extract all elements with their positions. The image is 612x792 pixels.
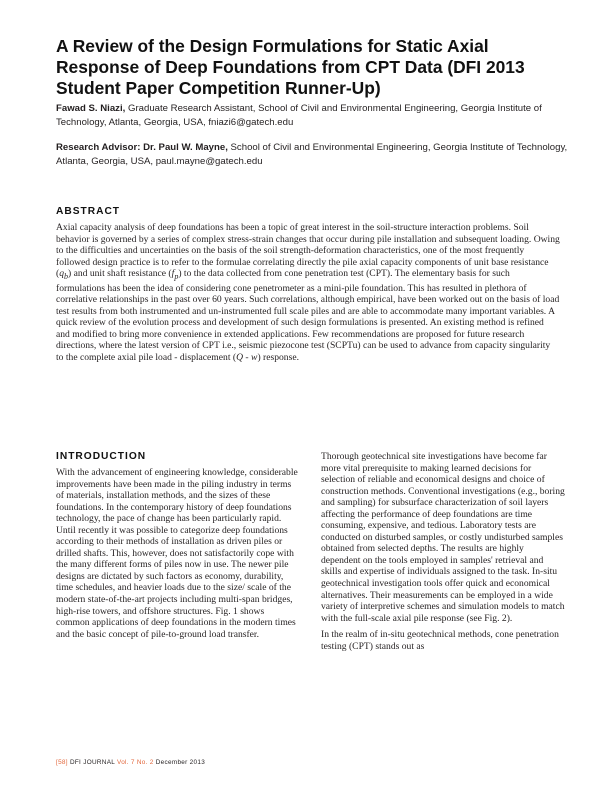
- journal-volume: Vol. 7 No. 2: [116, 759, 154, 766]
- paper-title: A Review of the Design Formulations for Static Axial Response of Deep Foundations from CPT Data (DFI 2013 Student Paper Competition Runner-Up): [56, 36, 525, 98]
- symbol-q: q: [59, 268, 64, 280]
- abstract-heading: ABSTRACT: [56, 206, 121, 217]
- intro-paragraph-2: Thorough geotechnical site investigations have become far more vital prerequisite to making learned decisions for selection of reliable and economical designs and choice of construction methods. Conventional investigations (e.g., boring and sampling) for subsurface characterization of soil layers affecting the performance of deep foundations are time consuming, expensive, and tedious. Laboratory tests are conducted on disturbed samples, or costly undisturbed samples obtained from selected depths. The results are highly dependent on the tools employed in samples' retrieval and skills and expertise of individuals assigned to the task. In-situ geotechnical investigation tools offer quick and economical alternatives. Their measurements can be employed in a wide variety of interpretive schemes and simulation models to match with the full-scale axial pile response (see Fig. 2).: [321, 451, 565, 624]
- abstract-part-4: ) response.: [257, 351, 299, 363]
- introduction-heading: INTRODUCTION: [56, 451, 147, 462]
- author-info: [56, 102, 576, 129]
- symbol-f: f: [171, 268, 175, 280]
- abstract-part-1: Axial capacity analysis of deep foundations has been a topic of great interest in the soil-structure interaction problems. Soil behavior is governed by a series of complex stress-strain changes that occur during pile installation and subsequent loading. Owing to the difficulties and uncertainties on the basis of the soil strength-deformation characteristics, one of the most frequently followed design practice is to refer to the formulae correlating directly the pile axial capacity components of unit base resistance (: [56, 222, 560, 280]
- author-affiliation: Graduate Research Assistant, School of Civil and Environmental Engineering, Georgia Institute of Technology, Atlanta, Georgia, USA, fniazi6@gatech.edu: [56, 103, 542, 128]
- advisor-info: [56, 141, 576, 168]
- journal-name: DFI JOURNAL: [69, 759, 115, 766]
- abstract-text: [56, 222, 560, 363]
- intro-paragraph-1: With the advancement of engineering knowledge, considerable improvements have been made in the piling industry in terms of materials, installation methods, and the sizes of these foundations. In the contemporary history of deep foundations technology, the pace of change has been particularly rapid. Until recently it was possible to categorize deep foundations according to their methods of installation as driven piles or drilled shafts. This, however, does not satisfactorily cope with the many different forms of piles now in use. The newer pile designs are dictated by such factors as economy, durability, time schedules, and heavier loads due to the size/ scale of the modern state-of-the-art projects including multi-span bridges, high-rise towers, and offshore structures. Fig. 1 shows common applications of deep foundations in the modern times and the basic concept of pile-to-ground load transfer.: [56, 467, 298, 640]
- page-footer: [56, 759, 205, 766]
- symbol-w: w: [251, 351, 258, 363]
- right-column: [321, 451, 565, 657]
- abstract-part-3: ) to the data collected from cone penetration test (CPT). The elementary basis for such formulations has been the idea of considering cone penetrometer as a mini-pile foundation. This has resulted in plethora of correlative relationships in the past over 60 years. Such correlations, although empirical, have been worked out on the basis of load test results from both instrumented and un-instrumented full scale piles and are able to accommodate many important variables. A quick review of the evolution process and development of such design formulations is presented. An existing method is refined and modified to bring more convenience in extended applications. Few recommendations are proposed for future research directions, where the latest version of CPT i.e., seismic piezocone test (SCPTu) can be used to advance from capacity singularity to the complete axial pile load - displacement (: [56, 268, 560, 363]
- symbol-dash: -: [243, 351, 252, 363]
- author-name: Fawad S. Niazi,: [56, 103, 126, 114]
- journal-date: December 2013: [155, 759, 206, 766]
- advisor-name: Research Advisor: Dr. Paul W. Mayne,: [56, 142, 228, 153]
- advisor-affiliation: School of Civil and Environmental Engineering, Georgia Institute of Technology, Atlanta, Georgia, USA, paul.mayne@gatech.edu: [56, 142, 568, 167]
- symbol-Q: Q: [236, 351, 244, 363]
- symbol-q-sub: b: [64, 272, 68, 282]
- left-column: [56, 467, 300, 645]
- page-number: [58]: [56, 759, 68, 766]
- abstract-part-2: ) and unit shaft resistance (: [68, 268, 172, 280]
- symbol-f-sub: p: [174, 272, 179, 282]
- intro-paragraph-3: In the realm of in-situ geotechnical methods, cone penetration testing (CPT) stands out as: [321, 629, 559, 652]
